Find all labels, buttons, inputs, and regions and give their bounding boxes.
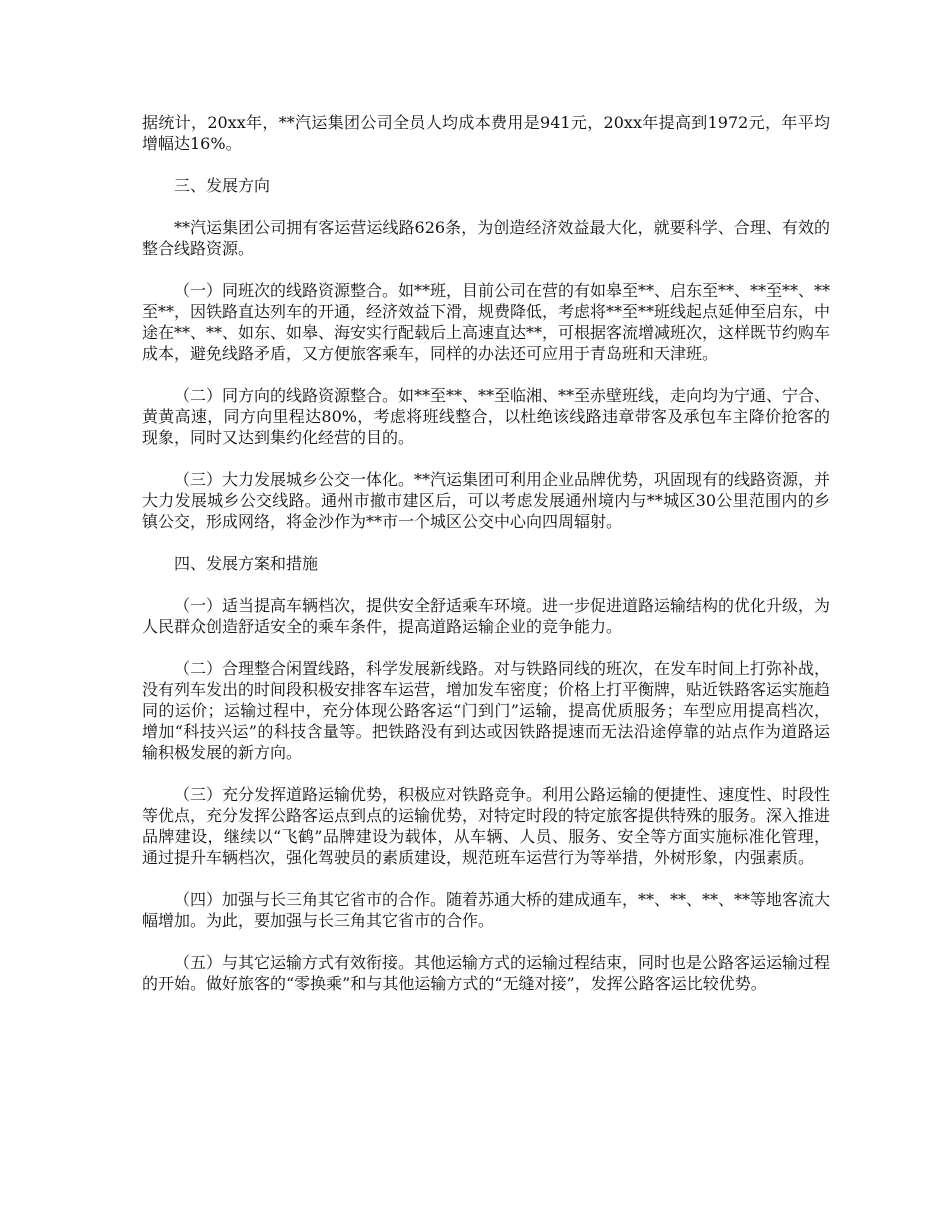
body-paragraph: （四）加强与长三角其它省市的合作。随着苏通大桥的建成通车，**、**、**、**等地客流大幅增加。为此，要加强与长三角其它省市的合作。 xyxy=(142,890,831,930)
body-paragraph: （一）适当提高车辆档次，提供安全舒适乘车环境。进一步促进道路运输结构的优化升级，为人民群众创造舒适安全的乘车条件，提高道路运输企业的竞争能力。 xyxy=(142,596,831,636)
section-heading: 四、发展方案和措施 xyxy=(174,554,319,573)
body-paragraph: **汽运集团公司拥有客运营运线路626条，为创造经济效益最大化，就要科学、合理、有效的整合线路资源。 xyxy=(142,218,830,258)
body-paragraph: （一）同班次的线路资源整合。如**班，目前公司在营的有如皋至**、启东至**、**至**、**至**，因铁路直达列车的开通，经济效益下滑，规费降低，考虑将**至**班线起点延伸至启东，中途在**、**、如东、如皋、海安实行配载后上高速直达**，可根据客流增减班次，这样既节约购车成本，避免线路矛盾，又方便旅客乘车，同样的办法还可应用于青岛班和天津班。 xyxy=(142,281,831,363)
document-page xyxy=(142,112,830,1015)
section-heading: 三、发展方向 xyxy=(174,176,271,195)
body-paragraph: （二）合理整合闲置线路，科学发展新线路。对与铁路同线的班次，在发车时间上打弥补战，没有列车发出的时间段积极安排客车运营，增加发车密度；价格上打平衡牌，贴近铁路客运实施趋同的运价；运输过程中，充分体现公路客运“门到门”运输，提高优质服务；车型应用提高档次，增加“科技兴运”的科技含量等。把铁路没有到达或因铁路提速而无法沿途停靠的站点作为道路运输积极发展的新方向。 xyxy=(142,659,831,762)
body-paragraph: （三）充分发挥道路运输优势，积极应对铁路竞争。利用公路运输的便捷性、速度性、时段性等优点，充分发挥公路客运点到点的运输优势，对特定时段的特定旅客提供特殊的服务。深入推进品牌建设，继续以“飞鹤”品牌建设为载体，从车辆、人员、服务、安全等方面实施标准化管理，通过提升车辆档次，强化驾驶员的素质建设，规范班车运营行为等举措，外树形象，内强素质。 xyxy=(142,785,831,867)
body-paragraph: （二）同方向的线路资源整合。如**至**、**至临湘、**至赤壁班线，走向均为宁通、宁合、黄黄高速，同方向里程达80%，考虑将班线整合，以杜绝该线路违章带客及承包车主降价抢客的现象，同时又达到集约化经营的目的。 xyxy=(142,386,831,447)
body-paragraph: （三）大力发展城乡公交一体化。**汽运集团可利用企业品牌优势，巩固现有的线路资源，并大力发展城乡公交线路。通州市撤市建区后，可以考虑发展通州境内与**城区30公里范围内的乡镇公交，形成网络，将金沙作为**市一个城区公交中心向四周辐射。 xyxy=(142,470,831,531)
body-paragraph: 据统计，20xx年，**汽运集团公司全员人均成本费用是941元，20xx年提高到1972元，年平均增幅达16%。 xyxy=(142,113,830,153)
body-paragraph: （五）与其它运输方式有效衔接。其他运输方式的运输过程结束，同时也是公路客运运输过程的开始。做好旅客的“零换乘”和与其他运输方式的“无缝对接”，发挥公路客运比较优势。 xyxy=(142,953,831,993)
